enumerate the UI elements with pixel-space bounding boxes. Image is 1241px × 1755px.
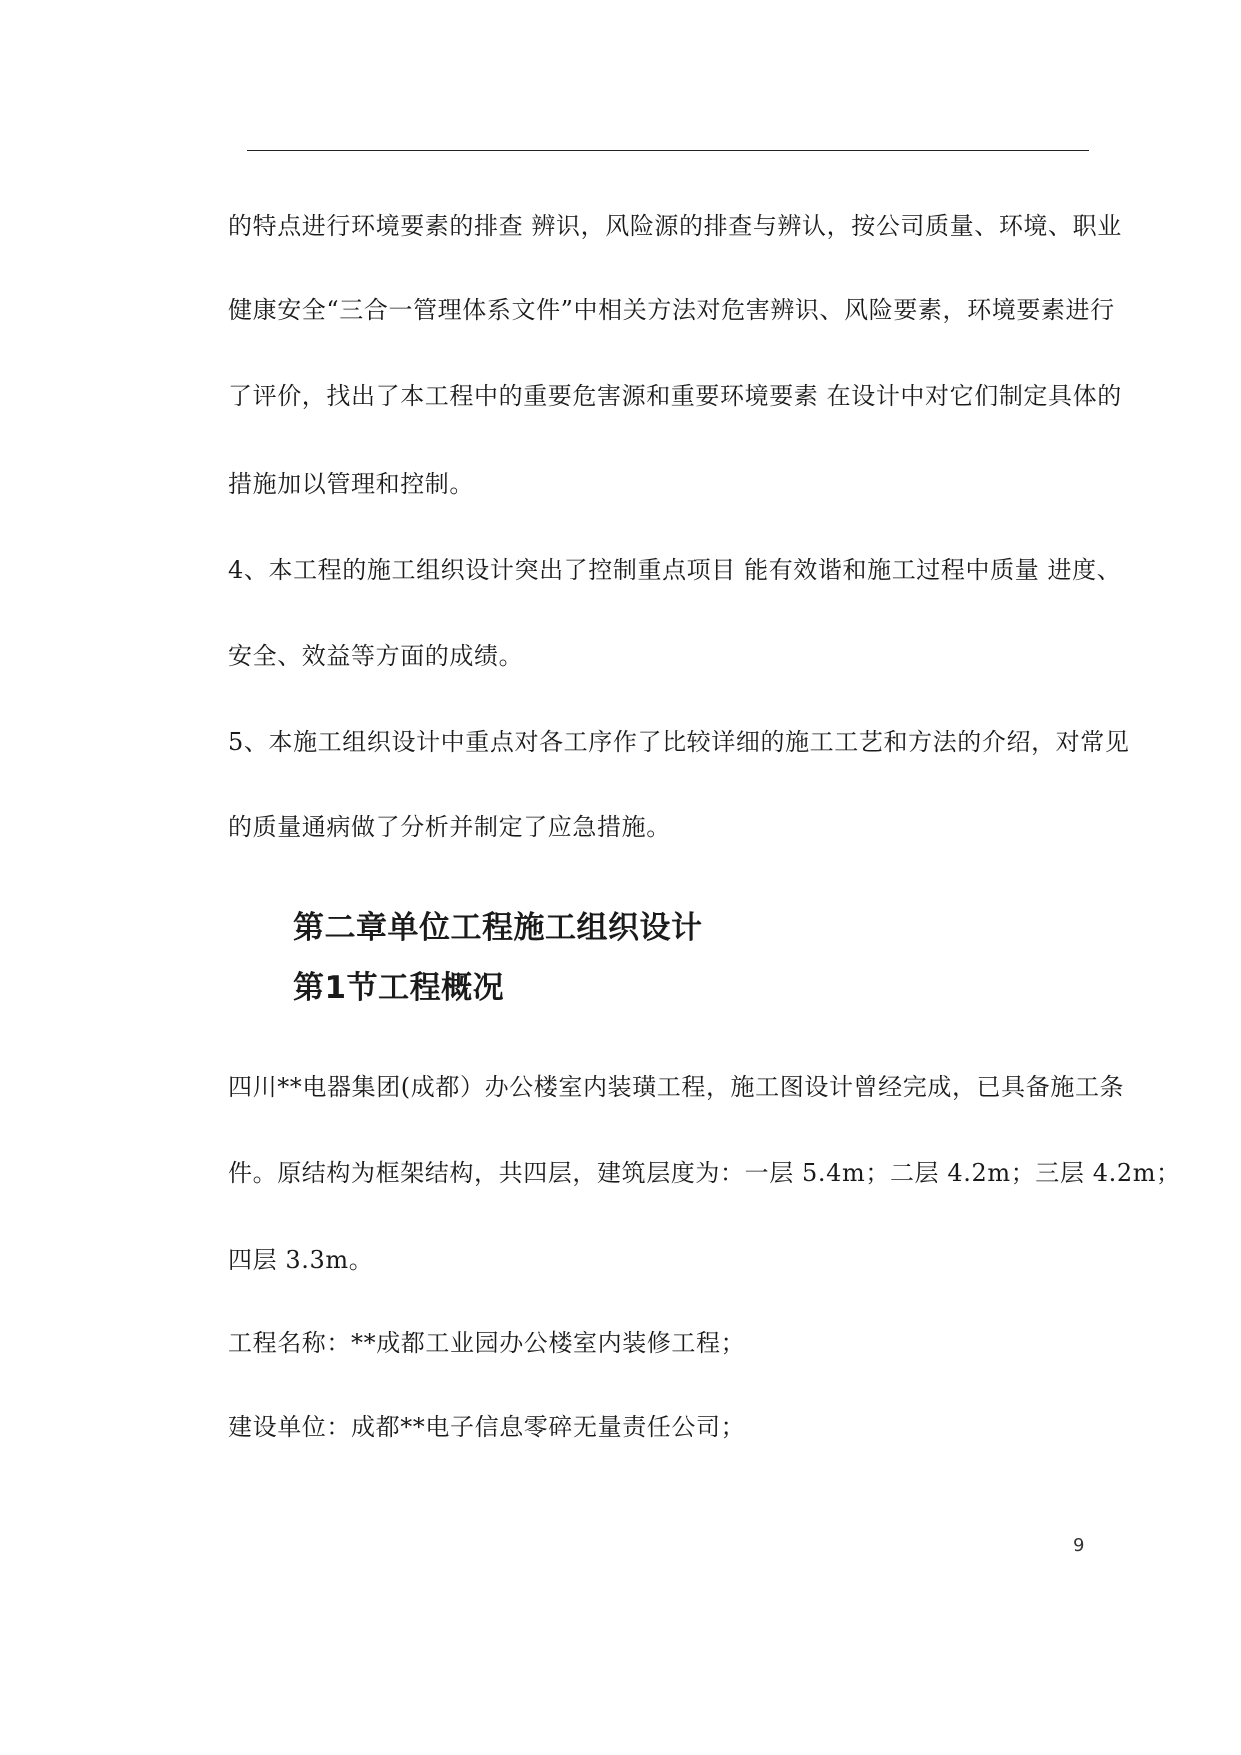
paragraph-line: 的特点进行环境要素的排查 辨识，风险源的排查与辨认，按公司质量、环境、职业 <box>228 212 1122 240</box>
paragraph-line: 健康安全“三合一管理体系文件”中相关方法对危害辨识、风险要素，环境要素进行 <box>228 296 1115 324</box>
overview-line: 件。原结构为框架结构，共四层，建筑层度为：一层 5.4m；二层 4.2m；三层 4.2m； <box>228 1159 1181 1187</box>
paragraph-line: 5、本施工组织设计中重点对各工序作了比较详细的施工工艺和方法的介绍，对常见 <box>228 728 1130 756</box>
paragraph-line: 4、本工程的施工组织设计突出了控制重点项目 能有效谐和施工过程中质量 进度、 <box>228 556 1122 584</box>
paragraph-line: 措施加以管理和控制。 <box>228 470 474 498</box>
page-number: 9 <box>1073 1535 1085 1556</box>
overview-line: 工程名称：**成都工业园办公楼室内装修工程； <box>228 1329 746 1357</box>
section-title: 第1节工程概况 <box>293 970 505 1006</box>
overview-line: 建设单位：成都**电子信息零碎无量责任公司； <box>228 1413 746 1441</box>
header-rule <box>247 150 1089 151</box>
overview-line: 四川**电器集团(成都）办公楼室内装璜工程，施工图设计曾经完成，已具备施工条 <box>228 1073 1125 1101</box>
chapter-title: 第二章单位工程施工组织设计 <box>293 910 703 946</box>
paragraph-line: 安全、效益等方面的成绩。 <box>228 642 524 670</box>
paragraph-line: 的质量通病做了分析并制定了应急措施。 <box>228 813 671 841</box>
paragraph-line: 了评价，找出了本工程中的重要危害源和重要环境要素 在设计中对它们制定具体的 <box>228 382 1122 410</box>
overview-line: 四层 3.3m。 <box>228 1246 374 1274</box>
